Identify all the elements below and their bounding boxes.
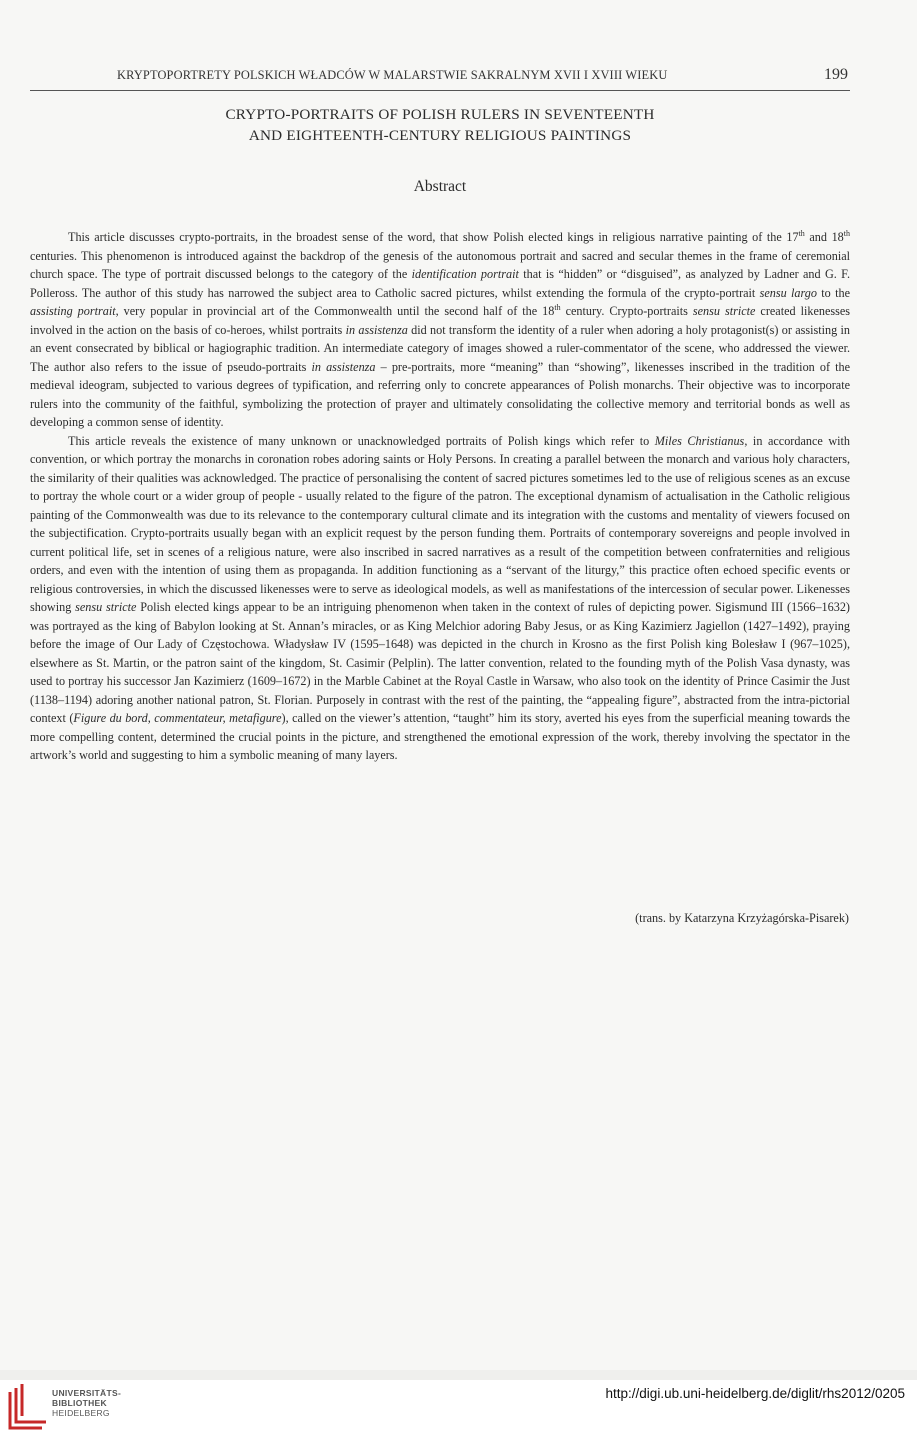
superscript: th bbox=[843, 228, 850, 238]
italic-term: in assistenza bbox=[311, 359, 376, 374]
logo-line-1: UNIVERSITÄTS- bbox=[52, 1388, 122, 1398]
text-run: that is “hidden” or “disguised”, as analyzed by Ladner and G. F. Polleross. The author of this study has narrowed the subject area to Catholic sacred pictures, whilst extending the formula of the crypto-portrait bbox=[30, 267, 851, 300]
abstract-body bbox=[30, 228, 850, 765]
text-run: ), called on the viewer’s attention, “taught” him its story, averted his eyes from the superficial meaning towards the more compelling content, determined the crucial points in the picture, and strengthened the emotional expression of the work, thereby involving the spectator in the artwork’s world and suggesting to him a symbolic meaning of many layers. bbox=[30, 711, 850, 762]
italic-term: Figure du bord, commentateur, metafigure bbox=[73, 711, 282, 725]
text-run: This article reveals the existence of many unknown or unacknowledged portraits of Polish kings which refer to bbox=[68, 433, 655, 448]
running-head bbox=[30, 62, 850, 91]
article-title bbox=[0, 104, 880, 146]
italic-term: sensu stricte bbox=[75, 600, 137, 614]
paragraph-1 bbox=[30, 228, 850, 432]
title-line-2: AND EIGHTEENTH-CENTURY RELIGIOUS PAINTINGS bbox=[248, 127, 632, 144]
translator-credit: (trans. by Katarzyna Krzyżagórska-Pisarek) bbox=[635, 911, 849, 925]
superscript: th bbox=[798, 228, 805, 238]
text-run: created likenesses involved in the action on the basis of co-heroes, whilst portraits bbox=[30, 304, 851, 337]
running-title: KRYPTOPORTRETY POLSKICH WŁADCÓW W MALARSTWIE SAKRALNYM XVII I XVIII WIEKU bbox=[117, 68, 668, 82]
italic-term: sensu stricte bbox=[692, 304, 756, 318]
logo-line-3: HEIDELBERG bbox=[52, 1408, 110, 1418]
italic-term: assisting portrait bbox=[30, 304, 116, 318]
library-logo-text bbox=[52, 1388, 121, 1418]
library-logo-icon bbox=[6, 1382, 48, 1430]
logo-line-2: BIBLIOTHEK bbox=[52, 1398, 107, 1408]
italic-term: identification portrait bbox=[411, 267, 519, 281]
italic-term: in assistenza bbox=[345, 322, 408, 337]
text-run: Polish elected kings appear to be an intriguing phenomenon when taken in the context of rules of depicting power. Sigismund III (1566–1632) was portrayed as the king of Babylon looking at St. Annan’s miracles, or as King Melchior adoring Baby Jesus, or as King Kazimierz Jagiellon (1427–1492), praying before the image of Our Lady of Częstochowa. Władysław IV (1595–1648) was depicted in the church in Krosno as the first Polish king Bolesław I (967–1025), elsewhere as St. Martin, or the patron saint of the kingdom, St. Casimir (Pelplin). The latter convention, related to the founding myth of the Polish Vasa dynasty, was used to portray his successor Jan Kazimierz (1609–1672) in the Marble Cabinet at the Royal Castle in Warsaw, who also took on the identity of Prince Casimir the Just (1138–1194) adoring another national patron, St. Florian. Purposely in contrast with the rest of the painting, the “appealing figure”, abstracted from the intra-pictorial context ( bbox=[30, 600, 850, 725]
text-run: did not transform the identity of a ruler when adoring a holy protagonist(s) or assisting in an event consecrated by biblical or hagiographic tradition. An intermediate category of images showed a ruler-commentator of the scene, who addressed the viewer. The author also refers to the issue of pseudo-portraits bbox=[30, 322, 850, 374]
text-run: – pre-portraits, more “meaning” than “showing”, likenesses inscribed in the tradition of the medieval ideogram, subjected to various degrees of typification, and referring only to concrete appearances of Polish monarchs. Their objective was to incorporate rulers into the community of the faithful, symbolizing the protection of prayer and ultimately consolidating the collective memory and territorial bonds as well as developing a common sense of identity. bbox=[30, 359, 850, 429]
paragraph-2 bbox=[30, 432, 850, 765]
superscript: th bbox=[554, 302, 561, 312]
text-run: centuries. This phenomenon is introduced against the backdrop of the genesis of the autonomous portrait and sacred and secular themes in the frame of ceremonial church space. The type of portrait discussed belongs to the category of the bbox=[30, 248, 850, 281]
text-run: to the bbox=[816, 285, 850, 300]
text-run: This article discusses crypto-portraits, in the broadest sense of the word, that show Polish elected kings in religious narrative painting of the 17 bbox=[68, 230, 799, 244]
footer-bar bbox=[0, 1370, 917, 1437]
title-line-1: CRYPTO-PORTRAITS OF POLISH RULERS IN SEVENTEENTH bbox=[225, 106, 655, 123]
italic-term: sensu largo bbox=[759, 285, 817, 300]
text-run: , in accordance with convention, or which portray the monarchs in coronation robes adoring saints or Holy Persons. In creating a parallel between the monarch and various holy characters, the similarity of their qualities was acknowledged. The practice of personalising the content of sacred pictures sometimes led to the use of religious scenes as an excuse to portray the whole court or a wider group of people - usually related to the figure of the patron. The exceptional dynamism of actualisation in the Catholic religious painting of the Commonwealth was due to its relevance to the contemporary cultural climate and its integration with the customs and mentality of viewers focused on the subjectification. Crypto-portraits usually began with an explicit request by the person funding them. Portraits of contemporary sovereigns and people involved in current political life, set in scenes of a religious nature, were also inscribed in sacred narratives as a result of the competition between confraternities and religious orders, and even with the intention of using them as propaganda. In addition functioning as a “servant of the liturgy,” this practice often echoed specific events or religious controversies, in which the discussed likenesses were to serve as ideological models, as well as manifestations of the intercession of secular power. Likenesses showing bbox=[30, 433, 851, 614]
text-run: century. Crypto-portraits bbox=[560, 304, 693, 318]
source-url-link[interactable]: http://digi.ub.uni-heidelberg.de/diglit/rhs2012/0205 bbox=[605, 1386, 905, 1401]
footer-divider bbox=[0, 1370, 917, 1380]
page-number: 199 bbox=[824, 66, 848, 83]
italic-term: Miles Christianus bbox=[654, 433, 745, 448]
abstract-heading: Abstract bbox=[413, 178, 467, 195]
text-run: , very popular in provincial art of the Commonwealth until the second half of the 18 bbox=[115, 304, 555, 318]
text-run: and 18 bbox=[804, 230, 844, 244]
